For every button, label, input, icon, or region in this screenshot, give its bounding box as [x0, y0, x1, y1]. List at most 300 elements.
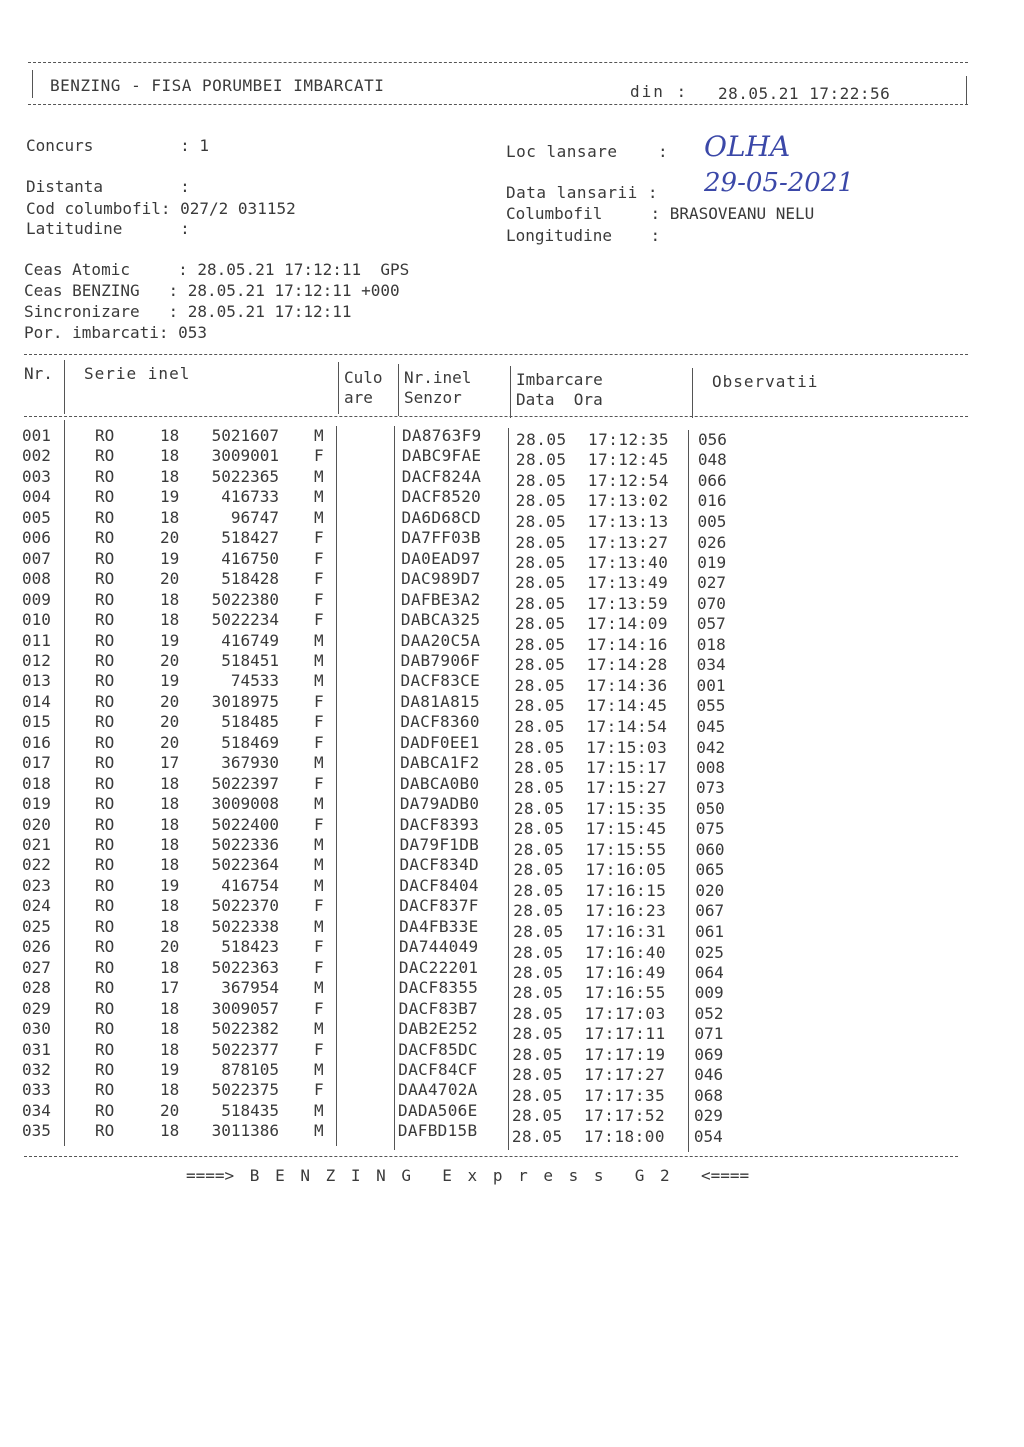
longitudine-line: Longitudine : [506, 226, 661, 245]
ring-number: 416750 [221, 548, 279, 568]
sex-code: F [314, 691, 324, 711]
country-code: RO [95, 957, 115, 977]
ring-year: 18 [160, 814, 180, 834]
observation-code: 009 [694, 983, 724, 1003]
row-number: 028 [22, 978, 51, 998]
sex-code: M [314, 794, 324, 814]
sensor-id: DAC989D7 [401, 569, 481, 589]
boarding-time: 17:13:49 [587, 573, 669, 593]
ring-year: 19 [160, 630, 180, 650]
observation-code: 073 [695, 778, 725, 798]
sensor-id: DA7FF03B [401, 528, 481, 548]
sensor-id: DABCA1F2 [400, 753, 480, 773]
row-number: 030 [22, 1019, 51, 1039]
row-number: 010 [22, 610, 51, 630]
country-code: RO [95, 937, 115, 957]
country-code: RO [95, 446, 115, 466]
table-row [0, 631, 1024, 652]
country-code: RO [95, 855, 115, 875]
column-header-imbarcare-1: Imbarcare [516, 370, 603, 389]
sex-code: M [314, 630, 324, 650]
ring-year: 18 [160, 1039, 180, 1059]
ring-year: 18 [160, 916, 180, 936]
sex-code: M [314, 671, 324, 691]
sex-code: M [314, 466, 324, 486]
boarding-date: 28.05 [511, 1126, 563, 1146]
ring-number: 518423 [221, 937, 279, 957]
country-code: RO [95, 1080, 115, 1100]
observation-code: 068 [694, 1085, 724, 1105]
sex-code: F [314, 528, 324, 548]
row-number: 031 [22, 1039, 51, 1059]
sensor-id: DAB2E252 [398, 1019, 478, 1039]
country-code: RO [95, 1019, 115, 1039]
table-row [0, 753, 1024, 777]
boarding-time: 17:16:15 [585, 880, 667, 900]
boarding-date: 28.05 [512, 1003, 564, 1023]
row-number: 029 [22, 998, 51, 1018]
sensor-id: DACF837F [399, 896, 479, 916]
col-sep-culoare [398, 364, 399, 416]
country-code: RO [95, 650, 115, 670]
row-number: 021 [22, 835, 51, 854]
data-lansarii-label: Data lansarii : [506, 183, 658, 202]
ring-number: 878105 [221, 1059, 279, 1079]
sex-code: F [314, 937, 324, 957]
data-lansarii-handwritten: 29-05-2021 [704, 168, 854, 198]
boarding-time: 17:15:55 [585, 840, 667, 859]
country-code: RO [95, 794, 115, 814]
boarding-date: 28.05 [512, 1045, 564, 1064]
ring-year: 18 [160, 896, 180, 916]
boarding-time: 17:17:19 [584, 1045, 666, 1064]
boarding-date: 28.05 [513, 819, 565, 839]
sex-code: F [314, 773, 324, 793]
table-row [0, 916, 1024, 941]
columbofil-line: Columbofil : BRASOVEANU NELU [506, 204, 815, 223]
country-code: RO [95, 691, 115, 711]
sensor-id: DACF83CE [400, 671, 481, 691]
row-number: 008 [22, 569, 51, 589]
ring-year: 20 [160, 528, 180, 548]
ring-number: 5022370 [211, 896, 279, 916]
boarding-date: 28.05 [513, 840, 565, 859]
row-number: 005 [22, 507, 51, 527]
country-code: RO [95, 610, 115, 630]
country-code: RO [95, 978, 115, 998]
ring-number: 518428 [221, 569, 279, 589]
table-row [0, 875, 1024, 900]
row-number: 017 [22, 753, 51, 773]
sensor-id: DAB7906F [400, 650, 481, 670]
country-code: RO [95, 1100, 115, 1120]
sex-code: M [314, 1100, 324, 1120]
boarding-time: 17:17:11 [584, 1024, 666, 1044]
table-row [0, 1121, 1024, 1146]
ring-year: 19 [160, 487, 180, 507]
ring-number: 5022397 [211, 773, 279, 793]
row-number: 023 [22, 875, 51, 895]
table-row [0, 814, 1024, 839]
sensor-id: DAFBE3A2 [401, 589, 481, 609]
observation-code: 050 [695, 798, 725, 818]
observation-code: 055 [696, 696, 726, 716]
table-row [0, 549, 1024, 570]
sex-code: M [314, 978, 324, 998]
boarding-time: 17:16:31 [585, 921, 667, 941]
table-row [0, 712, 1024, 736]
boarding-date: 28.05 [515, 573, 566, 593]
table-row [0, 732, 1024, 757]
ring-year: 19 [160, 1059, 180, 1079]
boarding-time: 17:16:05 [585, 860, 667, 880]
din-label: din : [630, 82, 689, 101]
sensor-id: DADF0EE1 [400, 732, 480, 752]
ring-year: 18 [160, 446, 180, 466]
ceas-benzing-line: Ceas BENZING : 28.05.21 17:12:11 +000 [24, 281, 400, 300]
boarding-date: 28.05 [516, 430, 567, 449]
ring-year: 20 [160, 1100, 180, 1120]
sex-code: M [314, 487, 324, 507]
boarding-date: 28.05 [512, 1106, 563, 1126]
boarding-date: 28.05 [514, 757, 565, 777]
boarding-time: 17:17:03 [584, 1003, 666, 1023]
sex-code: F [314, 957, 324, 977]
table-row [0, 1080, 1024, 1105]
observation-code: 019 [697, 552, 727, 572]
footer-banner: ====> B E N Z I N G E x p r e s s G 2 <==== [186, 1166, 750, 1185]
boarding-time: 17:14:28 [586, 655, 668, 675]
ring-year: 20 [160, 691, 180, 711]
sex-code: F [314, 446, 324, 466]
column-header-nrinel-1: Nr.inel [404, 368, 472, 387]
sensor-id: DACF84CF [398, 1059, 478, 1079]
observation-code: 067 [695, 901, 725, 921]
loc-lansare-label: Loc lansare : [506, 142, 669, 161]
table-row [0, 773, 1024, 798]
column-header-nr: Nr. [24, 364, 53, 383]
cod-columbofil-line: Cod columbofil: 027/2 031152 [26, 199, 296, 218]
sex-code: M [314, 753, 324, 773]
country-code: RO [95, 528, 115, 548]
sex-code: M [314, 835, 324, 854]
sensor-id: DA6D68CD [401, 507, 481, 527]
country-code: RO [95, 998, 115, 1018]
row-number: 027 [22, 957, 51, 977]
ring-number: 5022338 [211, 916, 279, 936]
ring-number: 518435 [221, 1100, 279, 1120]
ring-number: 3011386 [211, 1121, 279, 1141]
ring-year: 20 [160, 650, 180, 670]
ring-year: 17 [160, 978, 180, 998]
table-header-bottom-rule [24, 416, 968, 417]
boarding-date: 28.05 [514, 696, 566, 716]
boarding-date: 28.05 [515, 491, 567, 511]
sensor-id: DACF85DC [398, 1039, 478, 1059]
row-number: 026 [22, 937, 51, 957]
country-code: RO [95, 1039, 115, 1059]
observation-code: 034 [696, 655, 726, 675]
table-row [0, 467, 1024, 488]
row-number: 033 [22, 1080, 51, 1100]
ring-number: 74533 [230, 671, 279, 691]
sex-code: M [314, 507, 324, 527]
boarding-date: 28.05 [515, 593, 566, 613]
ring-number: 5022234 [211, 610, 279, 630]
sex-code: M [314, 855, 324, 875]
row-number: 018 [22, 773, 51, 793]
boarding-time: 17:12:45 [587, 450, 669, 470]
ring-year: 18 [160, 1121, 180, 1141]
ring-year: 18 [160, 957, 180, 977]
table-row [0, 650, 1024, 675]
ring-number: 367930 [221, 753, 279, 773]
country-code: RO [95, 569, 115, 589]
row-number: 016 [22, 732, 51, 752]
country-code: RO [95, 630, 115, 650]
sex-code: M [314, 650, 324, 670]
boarding-date: 28.05 [513, 880, 565, 900]
sex-code: F [314, 589, 324, 609]
column-header-nrinel-2: Senzor [404, 388, 462, 407]
boarding-time: 17:14:36 [586, 675, 668, 695]
ring-number: 518485 [221, 712, 279, 732]
table-row [0, 1100, 1024, 1126]
boarding-date: 28.05 [513, 901, 564, 921]
table-row [0, 426, 1024, 447]
country-code: RO [95, 426, 115, 445]
table-row [0, 957, 1024, 982]
sensor-id: DADA506E [398, 1100, 478, 1120]
sensor-id: DAFBD15B [397, 1121, 478, 1141]
country-code: RO [95, 712, 115, 732]
observation-code: 061 [695, 921, 725, 941]
ring-year: 19 [160, 671, 180, 691]
observation-code: 008 [696, 757, 725, 777]
sensor-id: DACF834D [399, 855, 479, 875]
column-header-culoare-1: Culo [344, 368, 383, 387]
row-number: 012 [22, 650, 51, 670]
table-row [0, 998, 1024, 1023]
ring-year: 19 [160, 875, 180, 895]
sensor-id: DABCA0B0 [399, 773, 480, 793]
sex-code: M [314, 1059, 324, 1079]
sex-code: F [314, 712, 324, 732]
observation-code: 001 [696, 675, 726, 695]
country-code: RO [95, 466, 115, 486]
ring-number: 5022336 [211, 835, 279, 854]
country-code: RO [95, 875, 115, 895]
row-number: 006 [22, 528, 51, 548]
ring-number: 5022375 [211, 1080, 279, 1100]
boarding-date: 28.05 [513, 798, 565, 818]
ring-number: 416749 [221, 630, 279, 650]
row-number: 019 [22, 794, 51, 814]
ring-number: 367954 [221, 978, 279, 998]
observation-code: 016 [697, 491, 727, 511]
row-number: 022 [22, 855, 51, 875]
observation-code: 025 [695, 942, 724, 962]
table-row [0, 590, 1024, 611]
table-row [0, 794, 1024, 818]
boarding-time: 17:13:40 [587, 552, 669, 572]
boarding-time: 17:17:52 [584, 1106, 666, 1126]
ring-year: 20 [160, 937, 180, 957]
table-top-rule [24, 354, 968, 355]
ring-number: 518451 [221, 650, 279, 670]
ring-number: 3009001 [211, 446, 279, 466]
ring-year: 18 [160, 1019, 180, 1039]
country-code: RO [95, 548, 115, 568]
country-code: RO [95, 507, 115, 527]
sex-code: F [314, 732, 324, 752]
sensor-id: DA4FB33E [399, 916, 479, 936]
row-number: 014 [22, 691, 51, 711]
table-row [0, 855, 1024, 880]
sensor-id: DACF83B7 [398, 998, 479, 1018]
boarding-date: 28.05 [515, 511, 567, 531]
ring-number: 416754 [221, 875, 279, 895]
boarding-time: 17:15:17 [586, 757, 668, 777]
table-row [0, 937, 1024, 962]
country-code: RO [95, 671, 115, 691]
header-datetime: 28.05.21 17:22:56 [718, 84, 891, 103]
row-number: 013 [22, 671, 51, 691]
column-header-observatii: Observatii [712, 372, 819, 391]
ring-year: 18 [160, 773, 180, 793]
table-bottom-rule [24, 1156, 958, 1157]
country-code: RO [95, 1059, 115, 1079]
boarding-time: 17:17:35 [584, 1085, 666, 1105]
ring-number: 3009057 [211, 998, 279, 1018]
row-number: 002 [22, 446, 51, 466]
ring-number: 5022363 [211, 957, 279, 977]
observation-code: 071 [694, 1024, 724, 1044]
sensor-id: DACF8360 [400, 712, 480, 732]
observation-code: 046 [694, 1065, 724, 1085]
boarding-time: 17:14:45 [586, 696, 668, 716]
observation-code: 066 [697, 470, 727, 490]
observation-code: 020 [695, 880, 725, 900]
boarding-time: 17:13:27 [587, 532, 669, 552]
col-sep-imbarcare [692, 368, 693, 418]
document-title: BENZING - FISA PORUMBEI IMBARCATI [50, 76, 385, 95]
sex-code: F [314, 610, 324, 630]
observation-code: 026 [697, 532, 727, 552]
observation-code: 018 [696, 635, 726, 654]
boarding-date: 28.05 [512, 1024, 564, 1044]
sensor-id: DACF824A [401, 466, 482, 486]
boarding-time: 17:16:55 [584, 983, 666, 1003]
table-row [0, 835, 1024, 859]
sensor-id: DAC22201 [398, 957, 479, 977]
sensor-id: DACF8520 [401, 487, 482, 507]
boarding-time: 17:15:45 [585, 819, 667, 839]
boarding-time: 17:16:23 [585, 901, 667, 921]
row-number: 003 [22, 466, 51, 486]
table-row [0, 896, 1024, 921]
sex-code: F [314, 998, 324, 1018]
ring-number: 518427 [221, 528, 279, 548]
boarding-time: 17:13:13 [587, 511, 669, 531]
row-number: 001 [22, 426, 51, 445]
ring-year: 18 [160, 507, 180, 527]
ring-year: 18 [160, 426, 180, 445]
ring-number: 518469 [221, 732, 279, 752]
ring-number: 5022382 [211, 1019, 279, 1039]
country-code: RO [95, 773, 115, 793]
boarding-date: 28.05 [514, 675, 566, 695]
table-row [0, 691, 1024, 716]
sensor-id: DA79ADB0 [399, 794, 480, 814]
table-row [0, 528, 1024, 552]
table-row [0, 569, 1024, 593]
table-row [0, 1059, 1024, 1085]
boarding-time: 17:12:54 [587, 470, 669, 490]
sincronizare-line: Sincronizare : 28.05.21 17:12:11 [24, 302, 352, 321]
observation-code: 042 [696, 737, 726, 757]
observation-code: 060 [695, 840, 725, 859]
ring-year: 18 [160, 855, 180, 875]
sex-code: F [314, 548, 324, 568]
ring-number: 5022400 [211, 814, 279, 834]
ring-year: 18 [160, 466, 180, 486]
boarding-date: 28.05 [513, 921, 564, 941]
ring-number: 416733 [221, 487, 279, 507]
boarding-time: 17:17:27 [584, 1065, 666, 1085]
boarding-date: 28.05 [512, 1065, 563, 1085]
sex-code: M [314, 1019, 324, 1039]
table-row [0, 1039, 1024, 1064]
column-header-serie: Serie inel [84, 364, 191, 383]
boarding-time: 17:16:49 [584, 962, 666, 982]
sensor-id: DAA20C5A [400, 630, 481, 650]
header-left-border [32, 70, 33, 98]
country-code: RO [95, 589, 115, 609]
boarding-time: 17:14:54 [586, 716, 668, 736]
table-row [0, 508, 1024, 529]
col-sep-senzor [510, 366, 511, 418]
boarding-time: 17:15:35 [585, 798, 667, 818]
boarding-date: 28.05 [512, 983, 564, 1003]
ring-number: 96747 [230, 507, 279, 527]
boarding-date: 28.05 [514, 614, 566, 634]
observation-code: 005 [697, 511, 727, 531]
header-bottom-rule [28, 104, 968, 105]
observation-code: 069 [694, 1045, 724, 1064]
row-number: 025 [22, 916, 51, 936]
sensor-id: DA79F1DB [399, 835, 480, 854]
table-row [0, 671, 1024, 695]
boarding-date: 28.05 [514, 737, 565, 757]
boarding-time: 17:13:59 [587, 593, 669, 613]
boarding-time: 17:14:16 [586, 635, 668, 654]
latitudine-line: Latitudine : [26, 219, 190, 238]
sensor-id: DABCA325 [400, 610, 481, 630]
country-code: RO [95, 835, 115, 854]
sex-code: F [314, 896, 324, 916]
observation-code: 029 [694, 1106, 723, 1126]
distanta-line: Distanta : [26, 177, 190, 196]
observation-code: 065 [695, 860, 725, 880]
row-number: 024 [22, 896, 51, 916]
ring-year: 19 [160, 548, 180, 568]
boarding-time: 17:16:40 [585, 942, 667, 962]
sex-code: M [314, 1121, 324, 1141]
observation-code: 027 [697, 573, 727, 593]
sensor-id: DA0EAD97 [401, 548, 481, 568]
ring-year: 18 [160, 1080, 180, 1100]
